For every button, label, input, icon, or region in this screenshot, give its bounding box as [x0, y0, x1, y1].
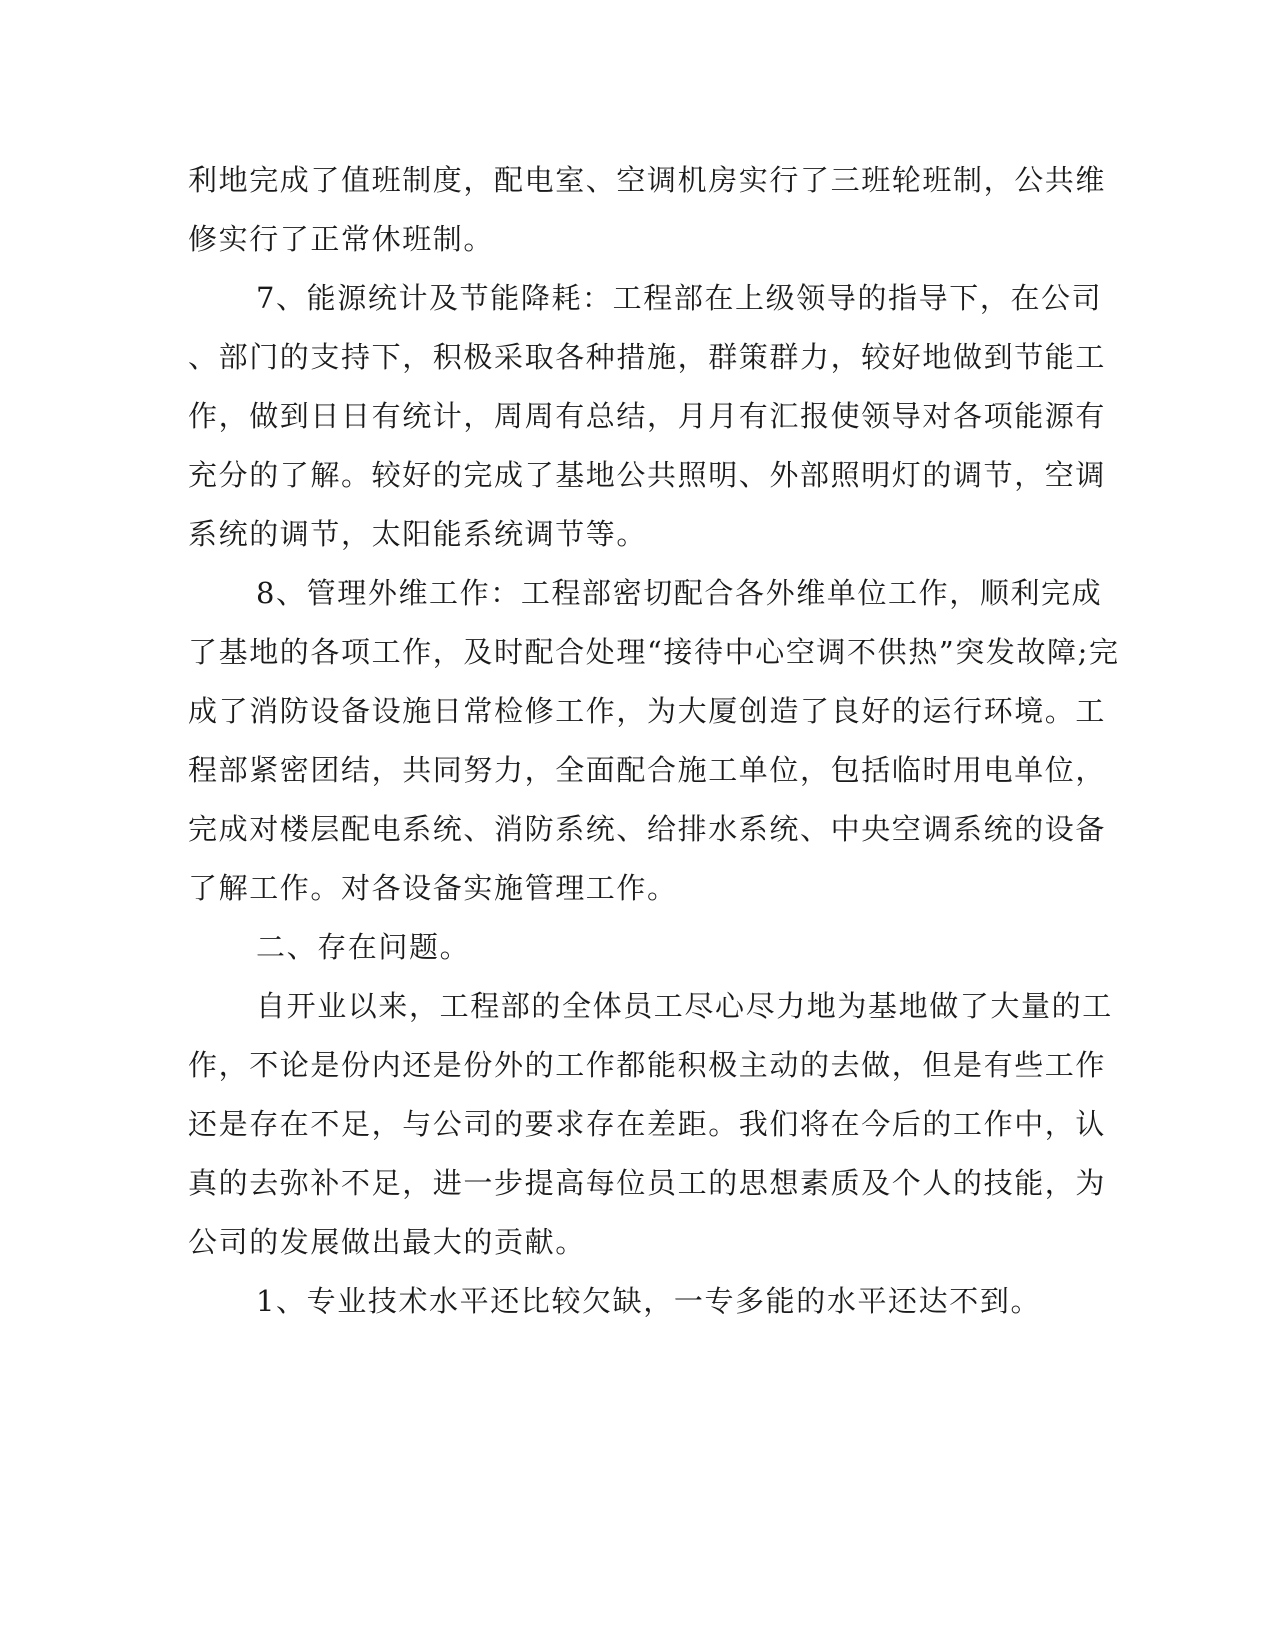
- text-line: 真的去弥补不足，进一步提高每位员工的思想素质及个人的技能，为: [188, 1166, 1107, 1200]
- paragraph-start-line: 7、能源统计及节能降耗：工程部在上级领导的指导下，在公司: [256, 281, 1103, 315]
- text-line: 完成对楼层配电系统、消防系统、给排水系统、中央空调系统的设备: [188, 812, 1107, 846]
- text-line: 充分的了解。较好的完成了基地公共照明、外部照明灯的调节，空调: [188, 458, 1107, 492]
- text-line: 、部门的支持下，积极采取各种措施，群策群力，较好地做到节能工: [188, 340, 1107, 374]
- section-heading: 二、存在问题。: [256, 930, 471, 964]
- text-line: 作，不论是份内还是份外的工作都能积极主动的去做，但是有些工作: [188, 1048, 1107, 1082]
- text-line: 利地完成了值班制度，配电室、空调机房实行了三班轮班制，公共维: [188, 163, 1107, 197]
- paragraph-start-line: 1、专业技术水平还比较欠缺，一专多能的水平还达不到。: [256, 1284, 1042, 1318]
- text-line: 公司的发展做出最大的贡献。: [188, 1225, 586, 1259]
- paragraph-start-line: 8、管理外维工作：工程部密切配合各外维单位工作，顺利完成: [256, 576, 1103, 610]
- text-line: 修实行了正常休班制。: [188, 222, 495, 256]
- text-line: 了基地的各项工作，及时配合处理“接待中心空调不供热”突发故障;完: [188, 635, 1120, 669]
- text-line: 了解工作。对各设备实施管理工作。: [188, 871, 678, 905]
- text-line: 作，做到日日有统计，周周有总结，月月有汇报使领导对各项能源有: [188, 399, 1107, 433]
- text-line: 还是存在不足，与公司的要求存在差距。我们将在今后的工作中，认: [188, 1107, 1107, 1141]
- text-line: 系统的调节，太阳能系统调节等。: [188, 517, 648, 551]
- text-line: 成了消防设备设施日常检修工作，为大厦创造了良好的运行环境。工: [188, 694, 1107, 728]
- text-line: 程部紧密团结，共同努力，全面配合施工单位，包括临时用电单位，: [188, 753, 1107, 787]
- paragraph-start-line: 自开业以来，工程部的全体员工尽心尽力地为基地做了大量的工: [256, 989, 1113, 1023]
